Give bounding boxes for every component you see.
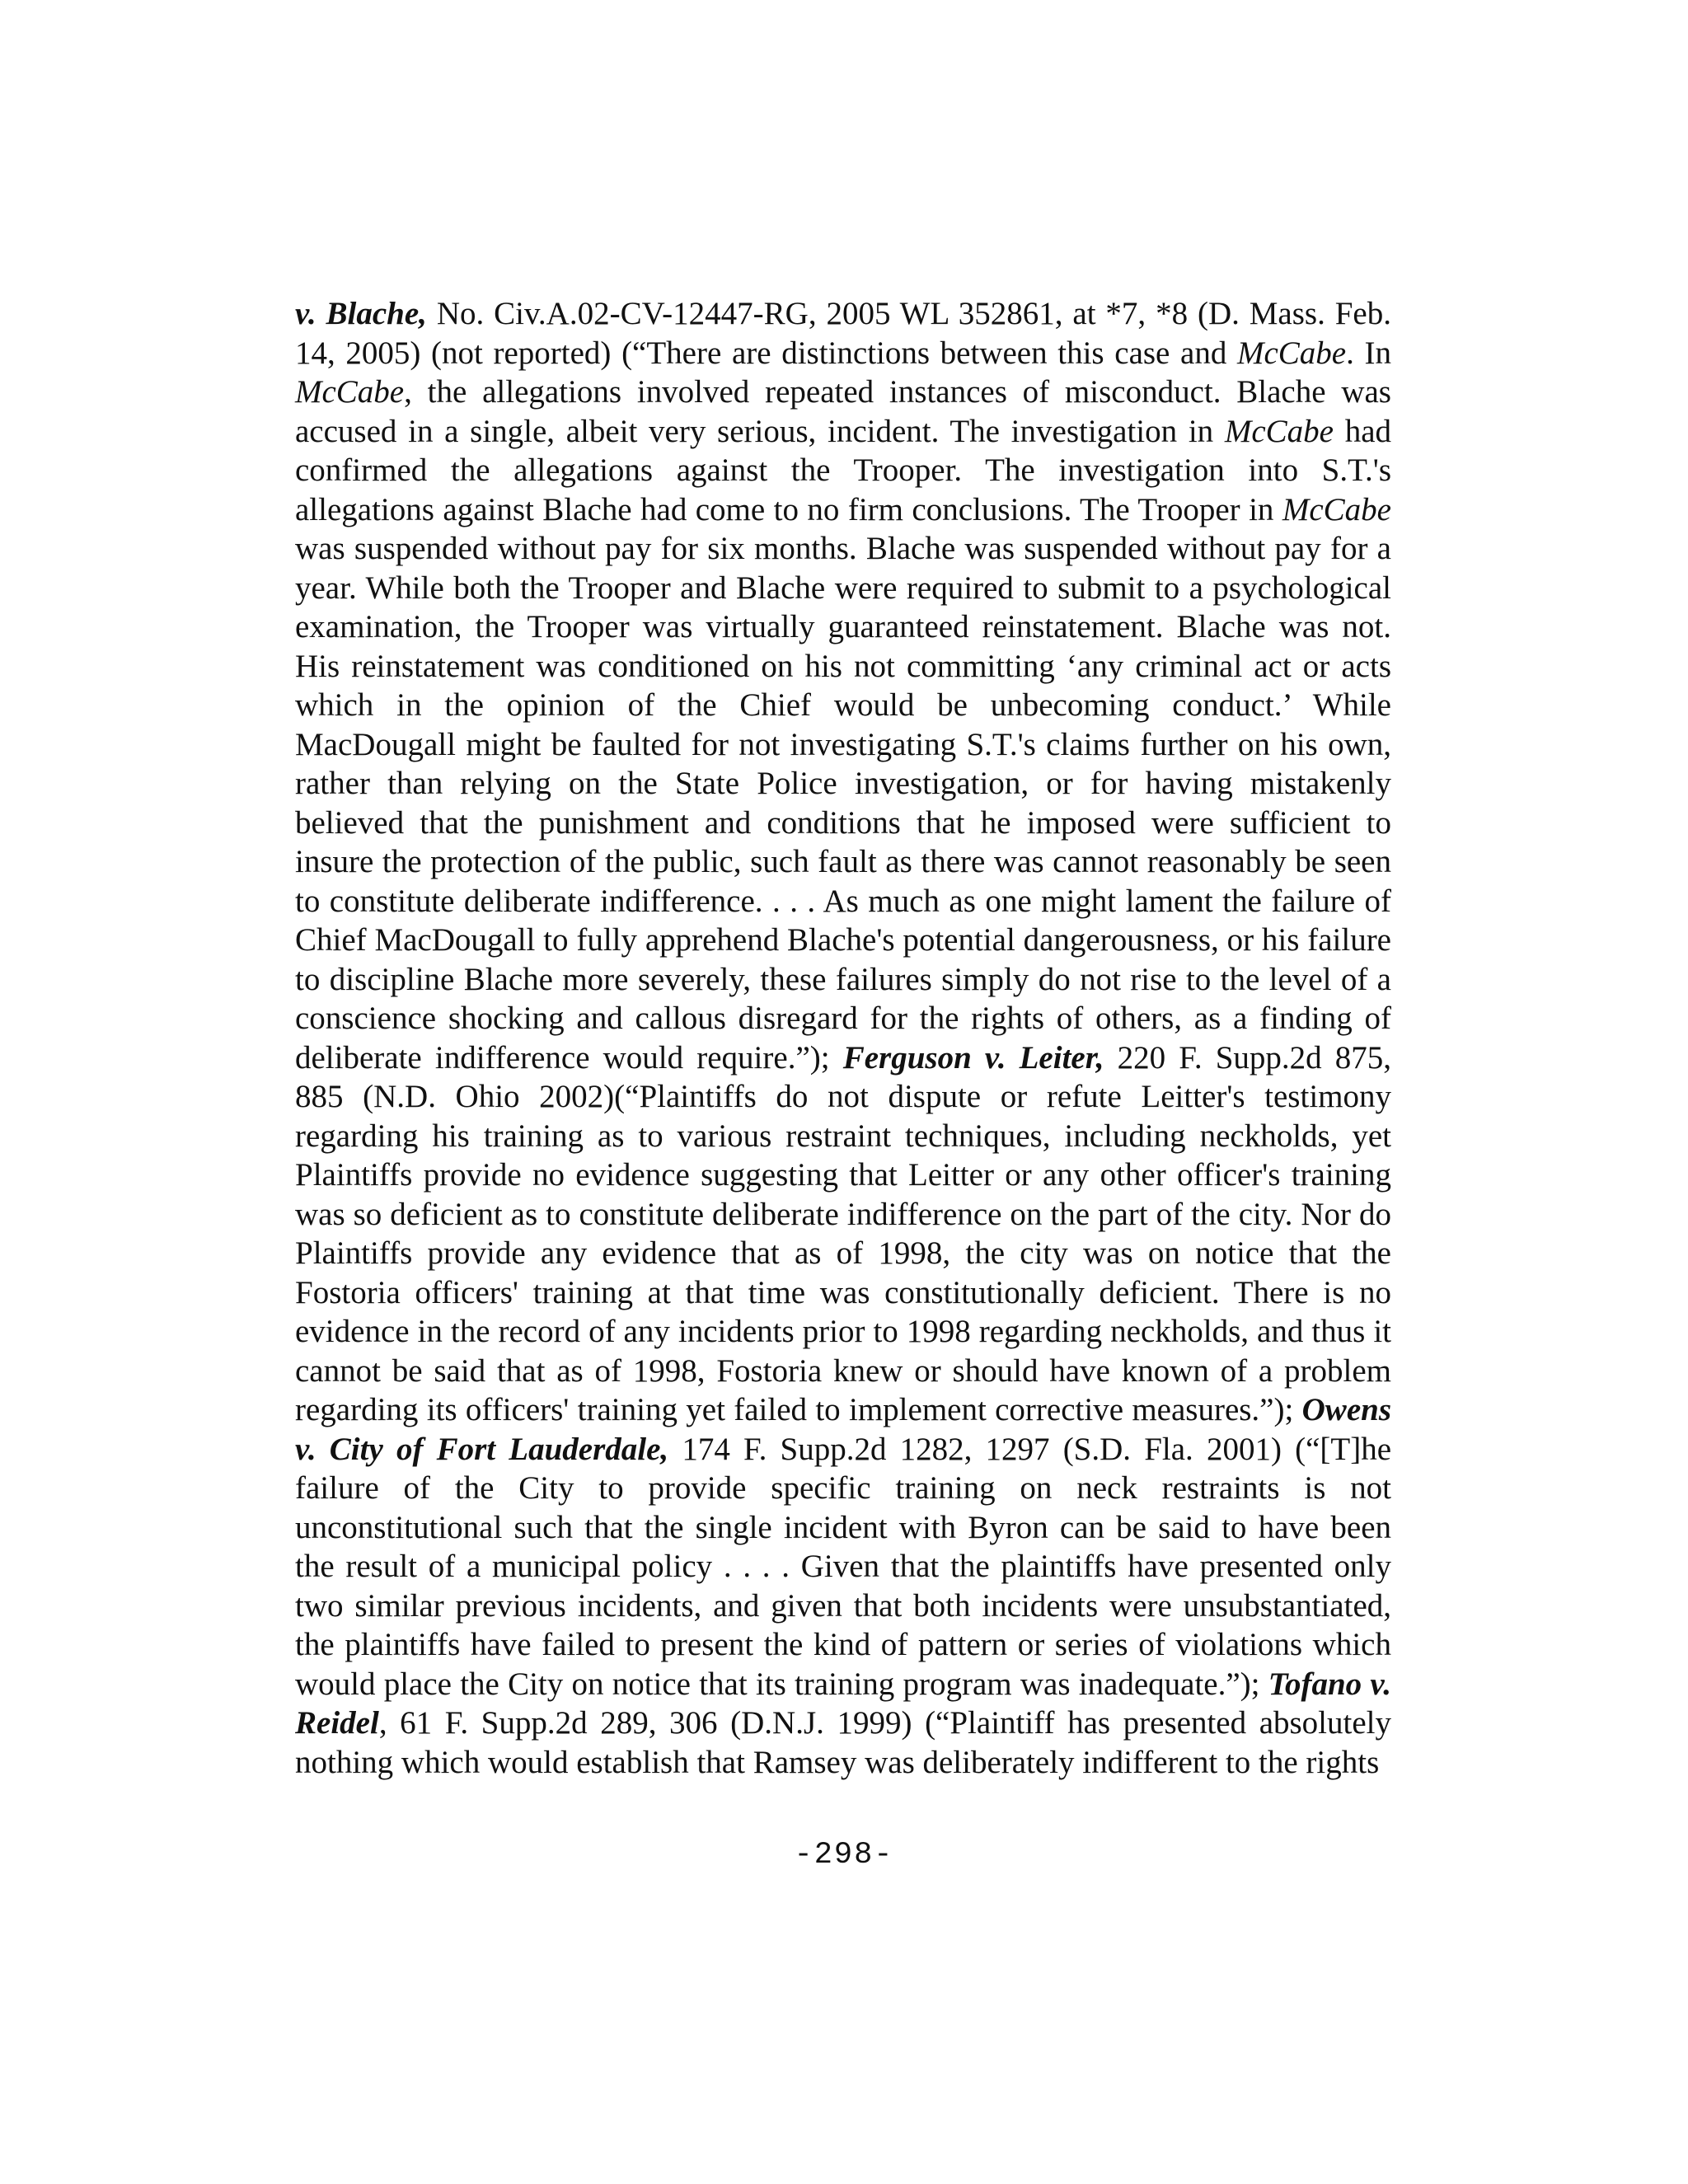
- case-citation-owens: Owens v. City of Fort Lauderdale,: [295, 1392, 1391, 1467]
- case-citation-blache: v. Blache,: [295, 296, 427, 331]
- text-segment: , 61 F. Supp.2d 289, 306 (D.N.J. 1999) (“Plaintiff has presented absolutely nothing which would establish that Ramsey was deliberately indifferent to the rights: [295, 1705, 1391, 1780]
- case-name-mccabe: McCabe: [1282, 491, 1391, 527]
- text-segment: was suspended without pay for six months. Blache was suspended without pay for a year. While both the Trooper and Blache were required to submit to a psychological examination, the Trooper was virtually guaranteed reinstatement. Blache was not. His reinstatement was conditioned on his not committing ‘any criminal act or acts which in the opinion of the Chief would be unbecoming conduct.’ While MacDougall might be faulted for not investigating S.T.'s claims further on his own, rather than relying on the State Police investigation, or for having mistakenly believed that the punishment and conditions that he imposed were sufficient to insure the protection of the public, such fault as there was cannot reasonably be seen to constitute deliberate indifference. . . . As much as one might lament the failure of Chief MacDougall to fully apprehend Blache's potential dangerousness, or his failure to discipline Blache more severely, these failures simply do not rise to the level of a conscience shocking and callous disregard for the rights of others, as a finding of deliberate indifference would require.”);: [295, 531, 1391, 1076]
- text-segment: 174 F. Supp.2d 1282, 1297 (S.D. Fla. 2001) (“[T]he failure of the City to provide specific training on neck restraints is not unconstitutional such that the single incident with Byron can be said to have been the result of a municipal policy . . . . Given that the plaintiffs have presented only two similar previous incidents, and given that both incidents were unsubstantiated, the plaintiffs have failed to present the kind of pattern or series of violations which would place the City on notice that its training program was inadequate.”);: [295, 1431, 1392, 1702]
- body-paragraph: [295, 294, 1391, 1782]
- page-number: -298-: [794, 1838, 894, 1872]
- text-segment: . In: [1346, 335, 1391, 371]
- text-segment: , the allegations involved repeated instances of misconduct. Blache was accused in a single, albeit very serious, incident. The investigation in: [295, 374, 1391, 449]
- case-name-mccabe: McCabe: [295, 374, 405, 410]
- case-citation-ferguson: Ferguson v. Leiter,: [842, 1039, 1104, 1076]
- case-name-mccabe: McCabe: [1236, 335, 1347, 371]
- text-segment: had confirmed the allegations against the Trooper. The investigation into S.T.'s allegations against Blache had come to no firm conclusions. The Trooper in: [295, 413, 1392, 527]
- text-segment: 220 F. Supp.2d 875, 885 (N.D. Ohio 2002)(“Plaintiffs do not dispute or refute Leitter's testimony regarding his training as to various restraint techniques, including neckholds, yet Plaintiffs provide no evidence suggesting that Leitter or any other officer's training was so deficient as to constitute deliberate indifference on the part of the city. Nor do Plaintiffs provide any evidence that as of 1998, the city was on notice that the Fostoria officers' training at that time was constitutionally deficient. There is no evidence in the record of any incidents prior to 1998 regarding neckholds, and thus it cannot be said that as of 1998, Fostoria knew or should have known of a problem regarding its officers' training yet failed to implement corrective measures.”);: [295, 1039, 1392, 1427]
- case-citation-tofano: Tofano v. Reidel: [295, 1666, 1391, 1741]
- case-name-mccabe: McCabe: [1224, 413, 1334, 449]
- text-segment: No. Civ.A.02-CV-12447-RG, 2005 WL 352861, at *7, *8 (D. Mass. Feb. 14, 2005) (not reported) (“There are distinctions between this case and: [295, 296, 1391, 371]
